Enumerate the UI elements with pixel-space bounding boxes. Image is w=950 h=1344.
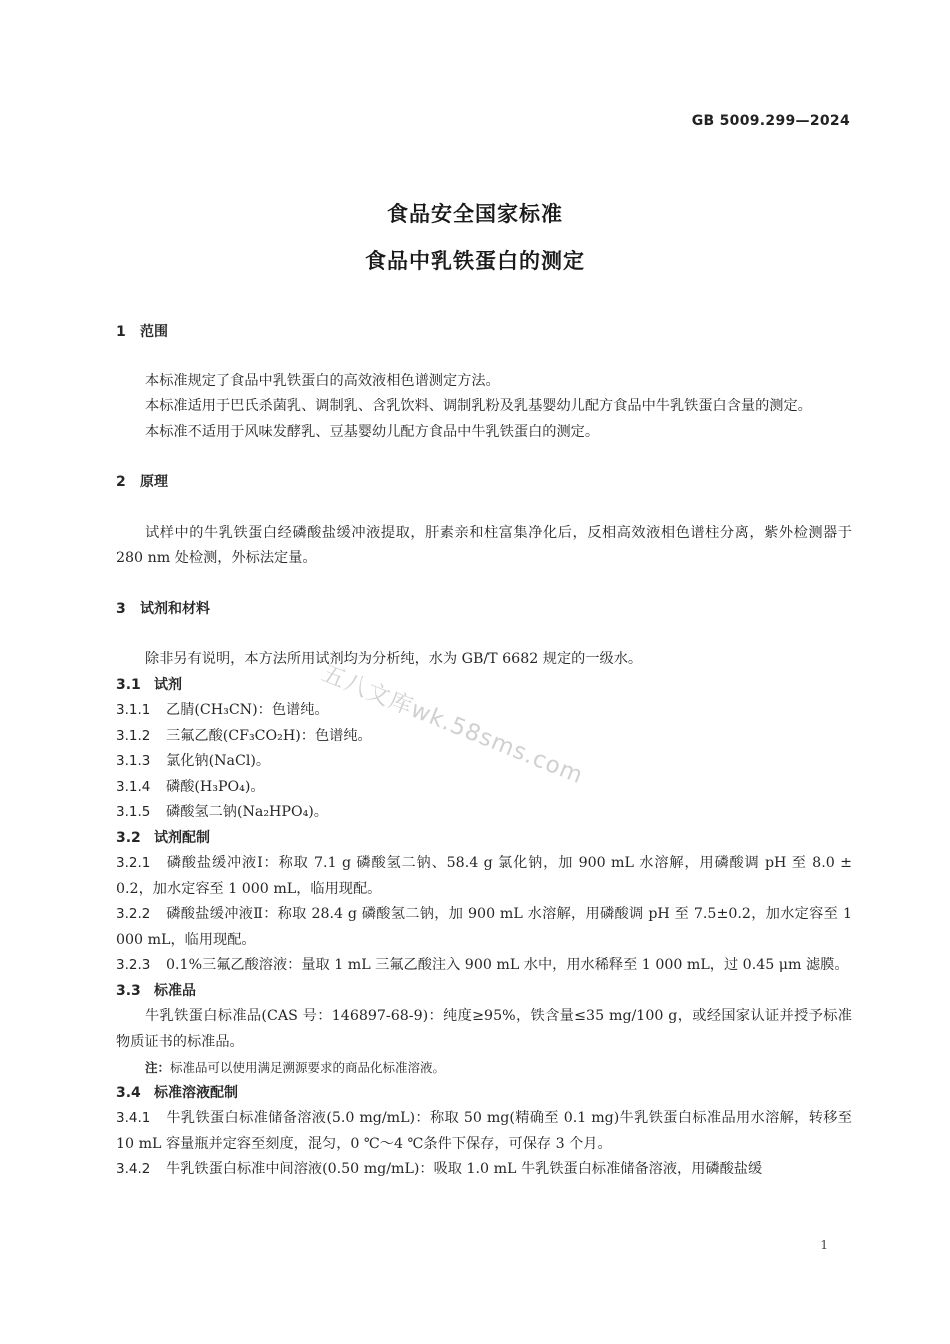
note: 注：标准品可以使用满足溯源要求的商品化标准溶液。 [145,1060,446,1075]
paragraph: 本标准不适用于风味发酵乳、豆基婴幼儿配方食品中牛乳铁蛋白的测定。 [145,423,600,440]
clause-3-2-2: 3.2.2 磷酸盐缓冲液Ⅱ：称取 28.4 g 磷酸氢二钠，加 900 mL 水溶解，用磷酸调 pH 至 7.5±0.2，加水定容至 1 000 mL，临用现配。 [116,906,852,948]
clause-3-1-3: 3.1.3 氯化钠(NaCl)。 [116,753,271,769]
paragraph: 除非另有说明，本方法所用试剂均为分析纯，水为 GB/T 6682 规定的一级水。 [145,651,643,667]
subsection-heading-3-4: 3.4 标准溶液配制 [116,1084,238,1101]
paragraph: 本标准适用于巴氏杀菌乳、调制乳、含乳饮料、调制乳粉及乳基婴幼儿配方食品中牛乳铁蛋白含量的测定。 [145,398,812,414]
clause-3-2-3: 3.2.3 0.1%三氟乙酸溶液：量取 1 mL 三氟乙酸注入 900 mL 水中，用水稀释至 1 000 mL，过 0.45 μm 滤膜。 [116,957,849,973]
section-heading-1: 1 范围 [116,324,168,340]
paragraph: 牛乳铁蛋白标准品(CAS 号：146897-68-9)：纯度≥95%，铁含量≤35 mg/100 g，或经国家认证并授予标准物质证书的标准品。 [116,1008,852,1050]
subsection-heading-3-3: 3.3 标准品 [116,982,196,999]
document-title-line2: 食品中乳铁蛋白的测定 [365,249,585,273]
section-heading-2: 2 原理 [116,474,168,490]
page-number: 1 [820,1238,828,1252]
clause-3-1-1: 3.1.1 乙腈(CH₃CN)：色谱纯。 [116,702,329,718]
watermark: 五八文库wk.58sms.com [318,660,587,790]
paragraph: 试样中的牛乳铁蛋白经磷酸盐缓冲液提取，肝素亲和柱富集净化后，反相高效液相色谱柱分离，紫外检测器于 280 nm 处检测，外标法定量。 [116,524,852,566]
section-heading-3: 3 试剂和材料 [116,600,210,617]
paragraph: 本标准规定了食品中乳铁蛋白的高效液相色谱测定方法。 [145,372,500,389]
clause-3-4-1: 3.4.1 牛乳铁蛋白标准储备溶液(5.0 mg/mL)：称取 50 mg(精确至 0.1 mg)牛乳铁蛋白标准品用水溶解，转移至 10 mL 容量瓶并定容至刻度，混匀，0 ℃～4 ℃条件下保存，可保存 3 个月。 [116,1110,852,1152]
clause-3-1-5: 3.1.5 磷酸氢二钠(Na₂HPO₄)。 [116,804,328,820]
clause-3-1-4: 3.1.4 磷酸(H₃PO₄)。 [116,778,265,795]
standard-code: GB 5009.299—2024 [691,113,850,129]
clause-3-1-2: 3.1.2 三氟乙酸(CF₃CO₂H)：色谱纯。 [116,727,372,744]
subsection-heading-3-2: 3.2 试剂配制 [116,829,210,846]
subsection-heading-3-1: 3.1 试剂 [116,676,182,693]
document-title-line1: 食品安全国家标准 [387,202,563,226]
clause-3-2-1: 3.2.1 磷酸盐缓冲液Ⅰ：称取 7.1 g 磷酸氢二钠、58.4 g 氯化钠，加 900 mL 水溶解，用磷酸调 pH 至 8.0 ± 0.2，加水定容至 1 000 mL，临用现配。 [116,855,852,897]
clause-3-4-2: 3.4.2 牛乳铁蛋白标准中间溶液(0.50 mg/mL)：吸取 1.0 mL 牛乳铁蛋白标准储备溶液，用磷酸盐缓 [116,1161,763,1177]
